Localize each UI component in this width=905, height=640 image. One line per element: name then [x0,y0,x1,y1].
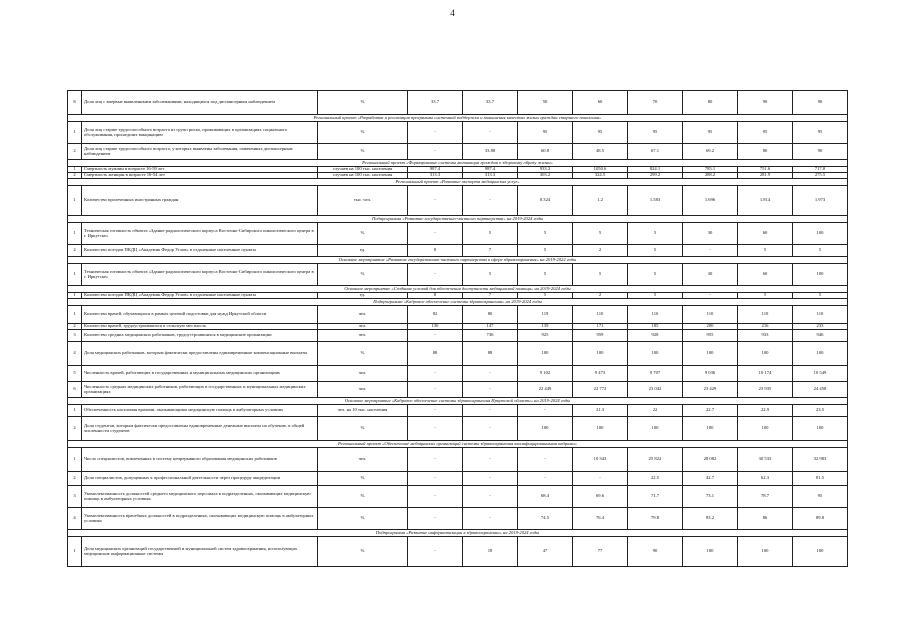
value-cell: 95 [793,122,848,144]
section-header-row [68,160,848,167]
value-cell: 100 [738,342,793,366]
value-cell: 5 [628,293,683,299]
indicator-name: Доля медицинских работников, которым фактически предоставлены единовременные компенсационные выплаты [82,342,318,366]
value-cell: 5 [518,245,573,257]
indicator-name: Смертность женщин в возрасте 16-54 лет [82,173,318,179]
value-cell: - [408,122,463,144]
value-cell: 5 [628,245,683,257]
row-number: 1 [68,264,82,286]
section-title: Основное мероприятие «Развитие государственно-частного партнерства в сфере здравоохранения» на 2019-2022 годы [68,257,848,264]
section-title: Региональный проект «Формирование системы мотивации граждан к здоровому образу жизни» [68,160,848,167]
value-cell: 23 042 [628,382,683,398]
value-cell: 119 [518,306,573,324]
value-cell: - [463,122,518,144]
value-cell: 736 [463,330,518,342]
indicators-table-body [68,91,848,567]
indicators-table-sheet [67,90,847,567]
table-row [68,122,848,144]
value-cell: 1.973 [793,186,848,216]
value-cell: 100 [683,537,738,567]
value-cell: 5 [518,264,573,286]
table-row [68,330,848,342]
table-row [68,91,848,115]
section-title: Подпрограмма «Развитие государственно-частного партнерства» на 2019-2024 годы [68,216,848,223]
unit-of-measure: чел. [318,324,408,330]
table-row [68,382,848,398]
value-cell: 110 [628,306,683,324]
indicator-name: Техническая готовность объекта «Здание радиологического корпуса Восточно-Сибирского онкологического центра в г. Иркутске» [82,223,318,245]
value-cell: 90 [738,91,793,115]
row-number: 3 [68,486,82,508]
value-cell: 88 [408,342,463,366]
value-cell: 5 [793,293,848,299]
value-cell: 69.6 [573,486,628,508]
value-cell: - [463,508,518,530]
value-cell: 42.7 [683,472,738,486]
value-cell: 925 [518,330,573,342]
value-cell: 100 [683,417,738,441]
value-cell: 2 [573,245,628,257]
value-cell: 60 [738,223,793,245]
value-cell: 100 [518,417,573,441]
value-cell: 30 533 [738,448,793,472]
unit-of-measure: % [318,417,408,441]
indicator-name: Количество поездов ПКДЦ «Академик Федор Углов» в отдаленные населенные пункты [82,245,318,257]
value-cell: - [408,264,463,286]
value-cell: 139 [518,324,573,330]
value-cell: 95 [738,122,793,144]
value-cell: 785.1 [683,167,738,173]
value-cell: 80 [683,91,738,115]
unit-of-measure: % [318,508,408,530]
indicators-table [67,90,848,567]
indicator-name: Укомплектованность врачебных должностей в подразделениях, оказывающих медицинскую помощь в амбулаторных условиях [82,508,318,530]
value-cell: 82 [408,306,463,324]
value-cell: 136 [408,324,463,330]
value-cell: - [408,537,463,567]
page-number: 4 [450,8,455,18]
table-row [68,472,848,486]
value-cell: 110 [738,306,793,324]
section-title: Основное мероприятие «Создание условий для обеспечения доступности медицинской помощи» на 2019-2024 годы [68,286,848,293]
value-cell: - [463,417,518,441]
indicator-name: Укомплектованность должностей среднего медицинского персонала в подразделениях, оказывающих медицинскую помощь в амбулаторных условиях [82,486,318,508]
unit-of-measure: ед. [318,245,408,257]
value-cell: 10 343 [573,448,628,472]
value-cell: 22.9 [738,405,793,417]
value-cell: 147 [463,324,518,330]
value-cell: 5 [573,264,628,286]
table-row [68,537,848,567]
row-number: 1 [68,448,82,472]
value-cell: 89.8 [793,508,848,530]
value-cell: 288.2 [683,173,738,179]
value-cell: 0.324 [518,186,573,216]
value-cell: - [408,508,463,530]
value-cell: 1050.6 [573,167,628,173]
value-cell: 86 [738,508,793,530]
value-cell: 9 036 [683,366,738,382]
row-number: 3 [68,330,82,342]
value-cell: 1.583 [628,186,683,216]
indicator-name: Доля специалистов, допущенных к профессиональной деятельности через процедуру аккредитации [82,472,318,486]
value-cell: 5 [738,245,793,257]
value-cell: 100 [518,342,573,366]
row-number: 1 [68,306,82,324]
value-cell: 33.7 [463,91,518,115]
table-row [68,245,848,257]
value-cell: 1.814 [738,186,793,216]
value-cell: 8 [408,293,463,299]
indicator-name: Количество поездов ПКДЦ «Академик Федор Углов» в отдаленные населенные пункты [82,293,318,299]
value-cell: 110 [683,306,738,324]
value-cell: 324.5 [573,173,628,179]
indicator-name: Численность средних медицинских работников, работающих в государственных и муниципальных медицинских организациях [82,382,318,398]
value-cell: 1.696 [683,186,738,216]
value-cell: 824.1 [628,167,683,173]
unit-of-measure: % [318,91,408,115]
value-cell: 22 772 [573,382,628,398]
value-cell: 70 [628,91,683,115]
value-cell: - [463,472,518,486]
value-cell: 185 [628,324,683,330]
table-row [68,306,848,324]
value-cell: 33.7 [408,91,463,115]
unit-of-measure: % [318,144,408,160]
value-cell: - [408,405,463,417]
value-cell: 2 [573,293,628,299]
value-cell: 21.3 [573,405,628,417]
value-cell: 22 [628,405,683,417]
value-cell: 32 983 [793,448,848,472]
value-cell: 74.5 [518,508,573,530]
value-cell: - [573,472,628,486]
table-row [68,405,848,417]
section-header-row [68,216,848,223]
value-cell: 928 [628,330,683,342]
value-cell: 100 [738,537,793,567]
value-cell: - [408,186,463,216]
value-cell: 5 [518,223,573,245]
table-row [68,366,848,382]
indicator-name: Доля медицинских организаций государственной и муниципальной систем здравоохранения, использующих медицинские информационные системы [82,537,318,567]
value-cell: 7 [463,245,518,257]
section-title: Региональный проект «Разработка и реализация программы системной поддержки и повышения качества жизни граждан старшего поколения» [68,115,848,122]
value-cell: 110 [793,306,848,324]
row-number: 1 [68,167,82,173]
value-cell: 95 [573,122,628,144]
table-row [68,264,848,286]
row-number: 4 [68,508,82,530]
value-cell: 100 [628,417,683,441]
value-cell: 303.2 [518,173,573,179]
section-title: Региональный проект «Развитие экспорта медицинских услуг» [68,179,848,186]
value-cell: 23.5 [793,405,848,417]
value-cell: 946 [793,330,848,342]
section-header-row [68,530,848,537]
indicator-name: Количество врачей, обучающихся в рамках целевой подготовки для нужд Иркутской области [82,306,318,324]
table-row [68,508,848,530]
value-cell: 717.8 [793,167,848,173]
value-cell: 60 [573,91,628,115]
unit-of-measure: тыс. чел. [318,186,408,216]
value-cell: 80 [463,306,518,324]
value-cell: 987.4 [408,167,463,173]
value-cell: 95 [628,122,683,144]
value-cell: 62.3 [738,472,793,486]
indicator-name: Число специалистов, вовлеченных в систему непрерывного образования медицинских работников [82,448,318,472]
value-cell: 299.2 [628,173,683,179]
value-cell: 5 [573,223,628,245]
value-cell: 80 [738,144,793,160]
indicator-name: Доля лиц старше трудоспособного возраста из групп риска, проживающих в организациях социального обслуживания, прошедших вакцинацию [82,122,318,144]
value-cell: 281.9 [738,173,793,179]
value-cell: 100 [628,342,683,366]
section-title: Региональный проект «Обеспечение медицинских организаций системы здравоохранения квалифицированными кадрами» [68,441,848,448]
section-header-row [68,115,848,122]
section-header-row [68,179,848,186]
unit-of-measure: чел. [318,382,408,398]
unit-of-measure: % [318,223,408,245]
value-cell: 69.2 [683,144,738,160]
value-cell: - [408,472,463,486]
value-cell: 90 [793,144,848,160]
table-row [68,144,848,160]
value-cell: - [463,366,518,382]
section-title: Подпрограмма «Развитие информатизации в здравоохранении» на 2019-2024 годы [68,530,848,537]
indicator-name: Доля лиц старше трудоспособного возраста, у которых выявлены заболевания, охваченных диспансерным наблюдением [82,144,318,160]
unit-of-measure: % [318,342,408,366]
value-cell: 5 [463,264,518,286]
value-cell: 171 [573,324,628,330]
value-cell: 23 429 [683,382,738,398]
value-cell: 100 [793,223,848,245]
value-cell: - [683,293,738,299]
section-header-row [68,398,848,405]
value-cell: - [463,186,518,216]
section-header-row [68,299,848,306]
value-cell: 81.5 [793,472,848,486]
unit-of-measure: ед. [318,293,408,299]
indicator-name: Техническая готовность объекта «Здание радиологического корпуса Восточно-Сибирского онкологического центра в г. Иркутске» [82,264,318,286]
value-cell: - [408,382,463,398]
value-cell: 22.5 [628,472,683,486]
unit-of-measure: случаев на 100 тыс. населения [318,167,408,173]
value-cell: - [408,366,463,382]
table-row [68,417,848,441]
value-cell: 95 [793,486,848,508]
value-cell: 60.8 [518,144,573,160]
table-row [68,342,848,366]
row-number: 5 [68,366,82,382]
value-cell: 313.3 [463,173,518,179]
table-row [68,223,848,245]
row-number: 2 [68,173,82,179]
value-cell: 50 [518,91,573,115]
section-header-row [68,441,848,448]
value-cell: 100 [793,264,848,286]
section-title: Основное мероприятие «Кадровое обеспечение системы здравоохранения Иркутской области» на 2019-2024 годы [68,398,848,405]
value-cell: 95 [683,122,738,144]
indicator-name: Численность врачей, работающих в государственных и муниципальных медицинских организациях [82,366,318,382]
value-cell: 100 [573,417,628,441]
indicator-name: Количество средних медицинских работников, трудоустроившихся в медицинские организации [82,330,318,342]
value-cell: 100 [793,537,848,567]
value-cell: 28 082 [683,448,738,472]
value-cell: - [518,405,573,417]
value-cell: 100 [793,417,848,441]
value-cell: - [463,448,518,472]
value-cell: 9 102 [518,366,573,382]
value-cell: 1.2 [573,186,628,216]
value-cell: 110 [573,306,628,324]
unit-of-measure: чел. на 10 тыс. населения [318,405,408,417]
value-cell: 78.7 [738,486,793,508]
value-cell: 76.4 [573,508,628,530]
table-row [68,448,848,472]
section-title: Подпрограмма «Кадровое обеспечение системы здравоохранения» на 2019-2024 годы [68,299,848,306]
indicator-name: Количество пролеченных иностранных граждан [82,186,318,216]
value-cell: 987.4 [463,167,518,173]
row-number: 1 [68,293,82,299]
row-number: 1 [68,405,82,417]
value-cell: 751.6 [738,167,793,173]
value-cell: 30 [683,223,738,245]
value-cell: 933 [738,330,793,342]
unit-of-measure: чел. [318,448,408,472]
value-cell: 25 822 [628,448,683,472]
value-cell: 5 [628,223,683,245]
value-cell: - [408,417,463,441]
section-header-row [68,257,848,264]
value-cell: 90 [793,91,848,115]
unit-of-measure: случаев на 100 тыс. населения [318,173,408,179]
row-number: 2 [68,144,82,160]
row-number: 4 [68,342,82,366]
value-cell: 5 [463,223,518,245]
value-cell: 100 [738,417,793,441]
value-cell: 60 [738,264,793,286]
indicator-name: Количество врачей, трудоустроившихся в сельскую местность [82,324,318,330]
table-row [68,486,848,508]
value-cell: 30 [683,264,738,286]
value-cell: 275.5 [793,173,848,179]
value-cell: 313.3 [408,173,463,179]
unit-of-measure: % [318,264,408,286]
value-cell: 83.2 [683,508,738,530]
value-cell: 933.3 [518,167,573,173]
value-cell: 68.4 [518,486,573,508]
value-cell: - [408,486,463,508]
value-cell: 233 [793,324,848,330]
value-cell: 216 [738,324,793,330]
row-number: 2 [68,324,82,330]
value-cell: 18 [463,537,518,567]
value-cell: 10 174 [738,366,793,382]
value-cell: 73.1 [683,486,738,508]
unit-of-measure: % [318,537,408,567]
value-cell: 48.5 [573,144,628,160]
unit-of-measure: % [318,486,408,508]
value-cell: 955 [683,330,738,342]
row-number: 8 [68,91,82,115]
value-cell: 100 [683,342,738,366]
value-cell: - [463,486,518,508]
value-cell: 47 [518,537,573,567]
value-cell: - [408,223,463,245]
unit-of-measure: чел. [318,306,408,324]
value-cell: 71.7 [628,486,683,508]
value-cell: 88 [463,342,518,366]
unit-of-measure: % [318,122,408,144]
row-number: 1 [68,186,82,216]
unit-of-measure: чел. [318,366,408,382]
value-cell: - [683,245,738,257]
row-number: 2 [68,417,82,441]
value-cell: 90 [628,537,683,567]
value-cell: 22.7 [683,405,738,417]
value-cell: 77 [573,537,628,567]
table-row [68,186,848,216]
value-cell: 8 [408,245,463,257]
value-cell: 67.1 [628,144,683,160]
value-cell: 10 549 [793,366,848,382]
row-number: 1 [68,537,82,567]
value-cell: 5 [738,293,793,299]
value-cell: 959 [573,330,628,342]
row-number: 1 [68,122,82,144]
value-cell: - [408,144,463,160]
value-cell: 95 [518,122,573,144]
value-cell: - [518,448,573,472]
row-number: 1 [68,223,82,245]
value-cell: 100 [793,342,848,366]
value-cell: - [408,448,463,472]
row-number: 2 [68,472,82,486]
value-cell: - [408,330,463,342]
value-cell: - [463,382,518,398]
value-cell: - [463,405,518,417]
unit-of-measure: чел. [318,330,408,342]
unit-of-measure: % [318,472,408,486]
value-cell: - [518,472,573,486]
section-header-row [68,286,848,293]
value-cell: 79.8 [628,508,683,530]
indicator-name: Доля лиц с впервые выявленными заболеваниями, находящихся под диспансерным наблюдением [82,91,318,115]
value-cell: 7 [463,293,518,299]
value-cell: 5 [793,245,848,257]
value-cell: 100 [573,342,628,366]
row-number: 6 [68,382,82,398]
value-cell: 5 [518,293,573,299]
row-number: 2 [68,245,82,257]
indicator-name: Доля студентов, которым фактически предоставлены единовременные денежные выплаты на обучение, в общей численности студентов [82,417,318,441]
value-cell: 24 458 [793,382,848,398]
value-cell: 5 [628,264,683,286]
indicator-name: Смертность мужчин в возрасте 16-59 лет [82,167,318,173]
value-cell: 23 935 [738,382,793,398]
value-cell: 22 449 [518,382,573,398]
value-cell: 200 [683,324,738,330]
value-cell: 9 473 [573,366,628,382]
indicator-name: Обеспеченность населения врачами, оказывающими медицинскую помощь в амбулаторных условиях [82,405,318,417]
value-cell: 9 707 [628,366,683,382]
value-cell: 33.88 [463,144,518,160]
